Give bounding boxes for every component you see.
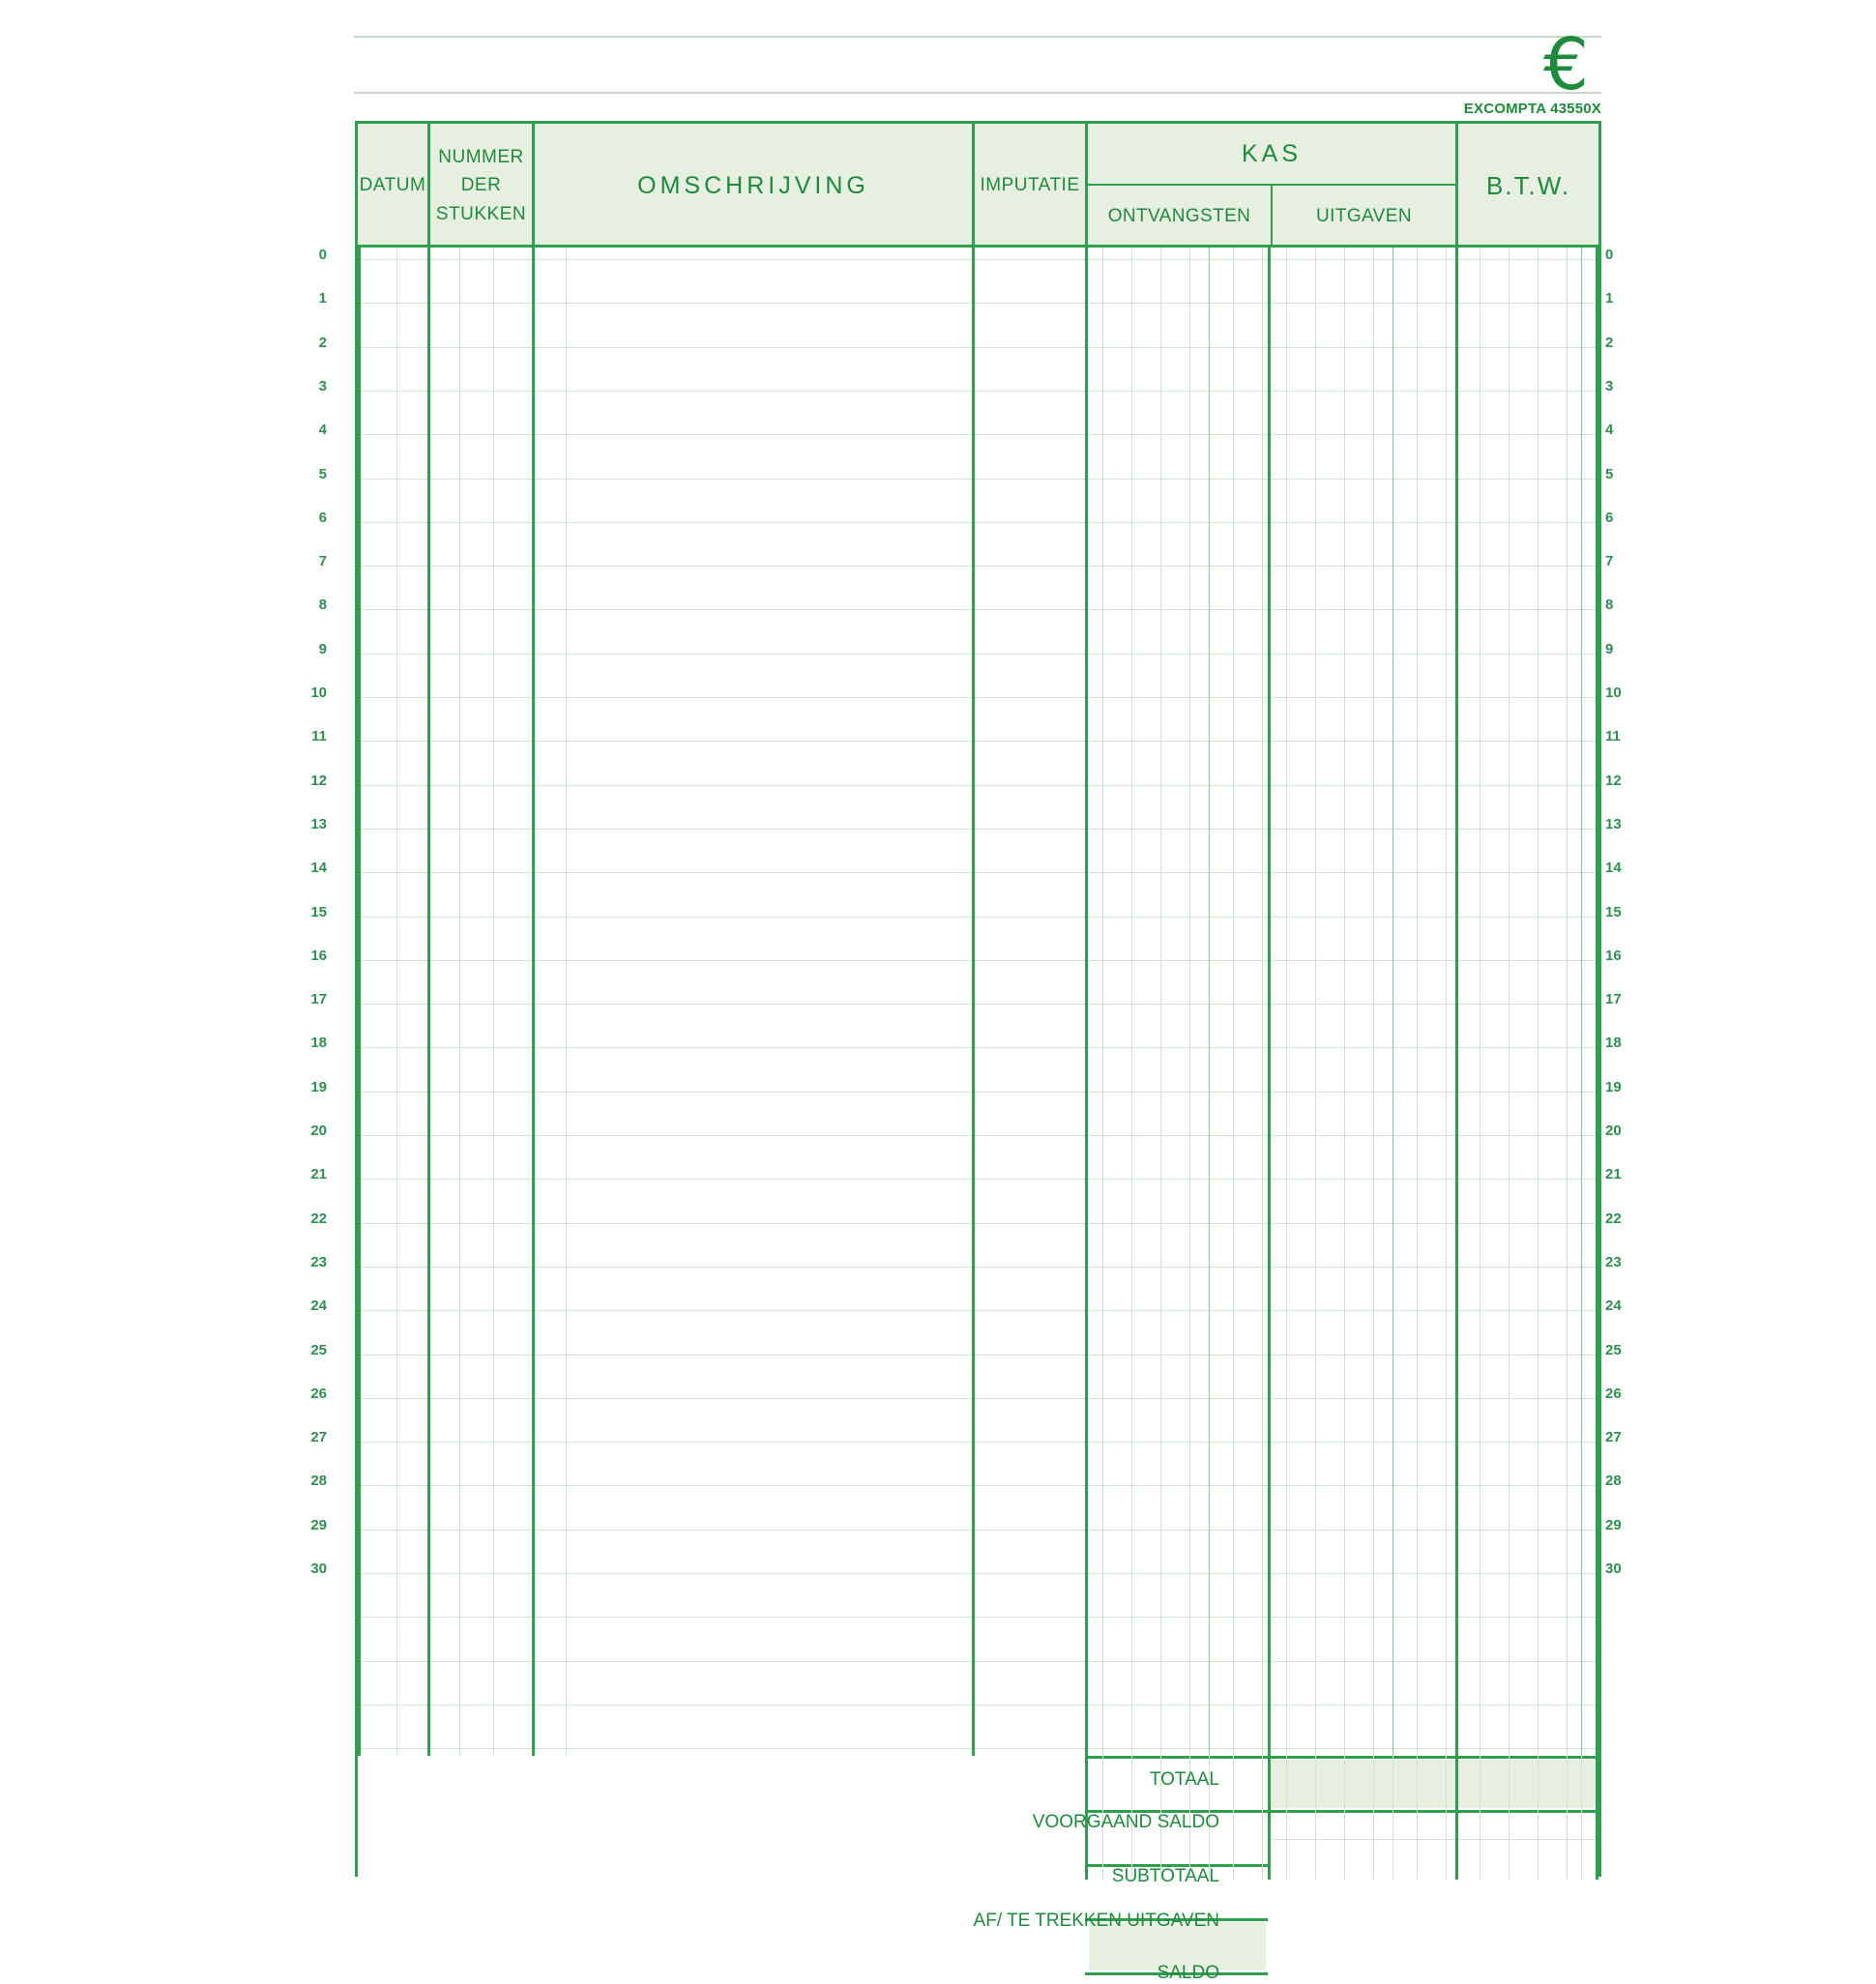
grid-column-line [1262,248,1263,1756]
row-number-right: 0 [1605,247,1614,263]
brand-code: EXCOMPTA 43550X [1463,101,1601,117]
grid-row-line [358,741,1598,742]
row-number-right: 29 [1605,1516,1622,1533]
grid-row-line [358,829,1598,830]
grid-column-line [1233,248,1234,1756]
row-number-right: 3 [1605,377,1614,394]
totals-inner-line [1567,1756,1568,1880]
row-number-left: 18 [310,1035,327,1052]
header-omschrijving: OMSCHRIJVING [637,171,869,199]
row-number-right: 13 [1605,815,1622,832]
grid-row-line [358,479,1598,480]
totals-inner-line [1344,1756,1345,1880]
grid-column-line [396,248,397,1756]
grid-column-line [972,248,975,1756]
row-number-right: 25 [1605,1341,1622,1358]
row-number-right: 2 [1605,334,1614,351]
grid-column-line [1509,248,1510,1756]
totals-label-totaal: TOTAAL [1149,1769,1219,1790]
row-number-left: 6 [318,509,327,526]
row-number-right: 10 [1605,685,1622,701]
header-datum: DATUM [359,175,426,196]
header-kas: KAS [1241,139,1303,167]
row-number-left: 22 [310,1210,327,1227]
grid-row-line [358,391,1598,392]
row-number-left: 3 [318,377,327,394]
totals-rule [1085,1756,1598,1759]
row-number-right: 24 [1605,1298,1622,1315]
grid-column-line [1160,248,1161,1756]
row-number-right: 5 [1605,465,1614,482]
grid-column-line [1286,248,1287,1756]
grid-row-line [358,259,1598,260]
row-number-right: 14 [1605,860,1622,877]
grid-column-line [1581,248,1582,1756]
grid-row-line [358,1004,1598,1005]
row-number-right: 19 [1605,1078,1622,1095]
totals-column-line [1268,1756,1271,1880]
grid-row-line [358,1179,1598,1180]
grid-column-line [532,248,535,1756]
header-ontvangsten: ONTVANGSTEN [1107,206,1251,226]
grid-row-line [358,1310,1598,1311]
row-number-right: 6 [1605,509,1614,526]
table-header [358,124,1598,248]
totals-column-line [1455,1756,1458,1880]
grid-column-line [427,248,430,1756]
grid-row-line [358,872,1598,873]
row-number-right: 28 [1605,1473,1622,1490]
grid-row-line [358,1223,1598,1224]
row-number-right: 20 [1605,1123,1622,1139]
totals-shaded-cell [1271,1760,1597,1808]
totals-inner-line [1373,1756,1374,1880]
row-number-left: 2 [318,334,327,351]
row-number-right: 15 [1605,903,1622,920]
totals-light-rule [1268,1839,1598,1840]
grid-row-line [358,697,1598,698]
grid-row-line [358,960,1598,961]
grid-row-line [358,1047,1598,1048]
grid-row-line [358,1617,1598,1618]
row-number-left: 28 [310,1473,327,1490]
grid-column-line [1455,248,1458,1756]
top-rule-lower [354,92,1601,94]
row-number-left: 0 [318,247,327,263]
row-number-left: 17 [310,991,327,1008]
row-number-right: 30 [1605,1561,1622,1577]
row-number-left: 14 [310,860,327,877]
row-number-left: 9 [318,640,327,657]
row-number-right: 4 [1605,422,1614,439]
grid-row-line [358,654,1598,655]
grid-row-line [358,917,1598,918]
totals-inner-line [1262,1756,1263,1880]
row-number-right: 1 [1605,290,1614,307]
totals-inner-line [1446,1756,1447,1880]
grid-row-line [358,1267,1598,1268]
grid-row-line [358,609,1598,610]
row-number-left: 1 [318,290,327,307]
header-uitgaven: UITGAVEN [1316,206,1412,226]
grid-row-line [358,1485,1598,1486]
grid-column-line [1315,248,1316,1756]
row-number-left: 10 [310,685,327,701]
totals-inner-line [1315,1756,1316,1880]
row-number-left: 19 [310,1078,327,1095]
row-number-right: 26 [1605,1385,1622,1402]
totals-inner-line [1581,1756,1582,1880]
row-number-right: 16 [1605,947,1622,964]
ledger-sheet [355,121,1601,1983]
grid-row-line [358,1442,1598,1443]
grid-row-line [358,1135,1598,1136]
grid-column-line [1268,248,1271,1756]
grid-column-line [1085,248,1088,1756]
totals-label-subtotaal: SUBTOTAAL [1111,1866,1219,1886]
grid-column-line [1417,248,1418,1756]
totals-label-saldo: SALDO [1157,1963,1219,1983]
row-number-left: 23 [310,1253,327,1270]
totals-inner-line [1538,1756,1539,1880]
totals-inner-line [1509,1756,1510,1880]
grid-column-line [1446,248,1447,1756]
top-rule-upper [354,36,1601,38]
row-number-right: 8 [1605,597,1614,614]
totals-inner-line [1392,1756,1393,1880]
row-number-left: 8 [318,597,327,614]
row-number-left: 16 [310,947,327,964]
totals-column-line [1596,1756,1598,1880]
grid-column-line [1189,248,1190,1756]
row-number-left: 27 [310,1429,327,1446]
totals-inner-line [1233,1756,1234,1880]
row-number-left: 20 [310,1123,327,1139]
grid-row-line [358,1355,1598,1356]
row-number-right: 18 [1605,1035,1622,1052]
totals-inner-line [1417,1756,1418,1880]
row-number-left: 15 [310,903,327,920]
grid-row-line [358,347,1598,348]
grid-column-line [1567,248,1568,1756]
grid-row-line [358,1661,1598,1662]
header-kas-group [1088,124,1455,248]
row-number-left: 12 [310,772,327,789]
row-number-left: 5 [318,465,327,482]
row-number-left: 21 [310,1166,327,1183]
header-imputatie: IMPUTATIE [980,175,1080,196]
totals-label-voorgaand-saldo: VOORGAAND SALDO [1032,1812,1219,1832]
grid-column-line [1102,248,1103,1756]
grid-column-line [1373,248,1374,1756]
row-number-right: 17 [1605,991,1622,1008]
row-number-left: 29 [310,1516,327,1533]
row-number-left: 24 [310,1298,327,1315]
row-number-right: 9 [1605,640,1614,657]
grid-row-line [358,566,1598,567]
row-number-left: 25 [310,1341,327,1358]
row-number-left: 7 [318,553,327,570]
grid-column-line [358,248,361,1756]
totals-block [358,1756,1598,1983]
grid-column-line [459,248,460,1756]
grid-column-line [1538,248,1539,1756]
grid-row-line [358,1398,1598,1399]
totals-inner-line [1286,1756,1287,1880]
grid-column-line [1596,248,1598,1756]
row-number-right: 12 [1605,772,1622,789]
row-number-right: 23 [1605,1253,1622,1270]
grid-column-line [566,248,567,1756]
grid-column-line [1344,248,1345,1756]
grid-column-line [1131,248,1132,1756]
grid-column-line [1209,248,1210,1756]
grid-row-line [358,1748,1598,1749]
header-nummer-der-stukken: NUMMER DER STUKKEN [435,146,527,224]
row-number-right: 21 [1605,1166,1622,1183]
row-number-left: 13 [310,815,327,832]
grid-row-line [358,1530,1598,1531]
grid-row-line [358,303,1598,304]
grid-column-line [1392,248,1393,1756]
row-number-right: 27 [1605,1429,1622,1446]
row-number-left: 26 [310,1385,327,1402]
grid-row-line [358,522,1598,523]
grid-column-line [493,248,494,1756]
row-number-right: 11 [1605,728,1621,745]
header-btw: B.T.W. [1485,170,1571,200]
grid-row-line [358,1573,1598,1574]
grid-row-line [358,1705,1598,1706]
row-number-right: 7 [1605,553,1614,570]
row-number-left: 11 [311,728,327,745]
row-number-left: 30 [310,1561,327,1577]
ledger-grid [358,248,1598,1756]
grid-row-line [358,434,1598,435]
totals-label-af-te-trekken-uitgaven: AF/ TE TREKKEN UITGAVEN [973,1911,1219,1931]
euro-icon: € [1543,23,1590,106]
grid-row-line [358,1092,1598,1093]
grid-row-line [358,785,1598,786]
row-number-left: 4 [318,422,327,439]
row-number-right: 22 [1605,1210,1622,1227]
